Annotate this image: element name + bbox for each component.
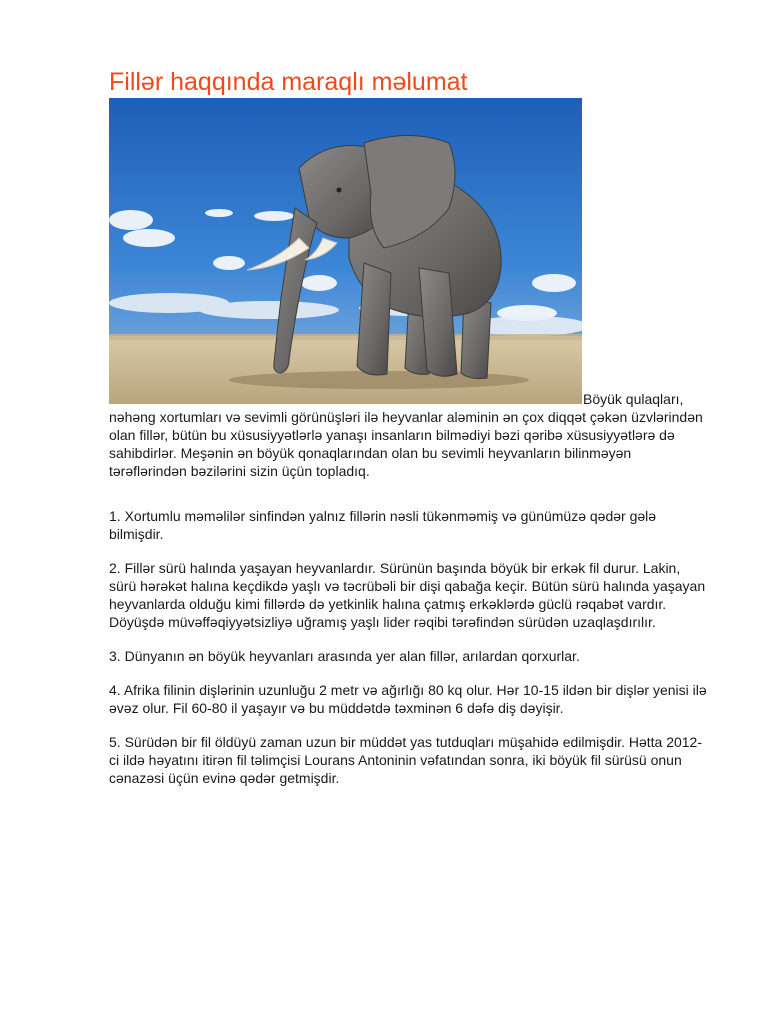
elephant-photo xyxy=(109,98,582,404)
fact-text: Xortumlu məməlilər sinfindən yalnız fillərin nəsli tükənməmiş və günümüzə qədər gələ bilmişdir. xyxy=(109,508,657,542)
fact-number: 1. xyxy=(109,508,121,524)
list-item xyxy=(109,647,709,665)
fact-text: Sürüdən bir fil öldüyü zaman uzun bir müddət yas tutduqları müşahidə edilmişdir. Hətta 2012-ci ildə həyatını itirən fil təlimçisi Lourans Antoninin vəfatından sonra, iki böyük fil sürüsü onun cənazəsi üçün evinə qədər getmişdir. xyxy=(109,734,703,786)
list-item xyxy=(109,559,709,631)
fact-number: 4. xyxy=(109,682,121,698)
fact-number: 3. xyxy=(109,648,121,664)
list-item xyxy=(109,507,709,543)
page-title: Fillər haqqında maraqlı məlumat xyxy=(109,68,468,96)
fact-number: 2. xyxy=(109,560,121,576)
list-item xyxy=(109,681,709,717)
facts-list xyxy=(109,507,709,803)
intro-line-first: Böyük qulaqları, xyxy=(583,391,684,407)
fact-text: Fillər sürü halında yaşayan heyvanlardır. Sürünün başında böyük bir erkək fil durur. Lakin, sürü hərəkət halına keçdikdə yaşlı və təcrübəli bir dişi qabağa keçir. Bütün sürü halında yaşayan heyvanlarda olduğu kimi fillərdə də yetkinlik halına çatmış erkəklərdə güclü rəqabət vardır. Döyüşdə müvəffəqiyyətsizliyə uğramış yaşlı lider rəqibi tərəfindən sürüdən uzaqlaşdırılır. xyxy=(109,560,706,630)
fact-text: Afrika filinin dişlərinin uzunluğu 2 metr və ağırlığı 80 kq olur. Hər 10-15 ildən bir dişlər yenisi ilə əvəz olur. Fil 60-80 il yaşayır və bu müddətdə təxminən 6 dəfə diş dəyişir. xyxy=(109,682,707,716)
fact-text: Dünyanın ən böyük heyvanları arasında yer alan fillər, arılardan qorxurlar. xyxy=(124,648,580,664)
list-item xyxy=(109,733,709,787)
fact-number: 5. xyxy=(109,734,121,750)
intro-paragraph: nəhəng xortumları və sevimli görünüşləri ilə heyvanlar aləminin ən çox diqqət çəkən üzvlərindən olan fillər, bütün bu xüsusiyyətlərlə yanaşı insanların bilmədiyi bəzi qəribə xüsusiyyətlərə də sahibdirlər. Meşənin ən böyük qonaqlarından olan bu sevimli heyvanların bilinməyən tərəflərindən bəzilərini sizin üçün topladıq. xyxy=(109,409,703,479)
